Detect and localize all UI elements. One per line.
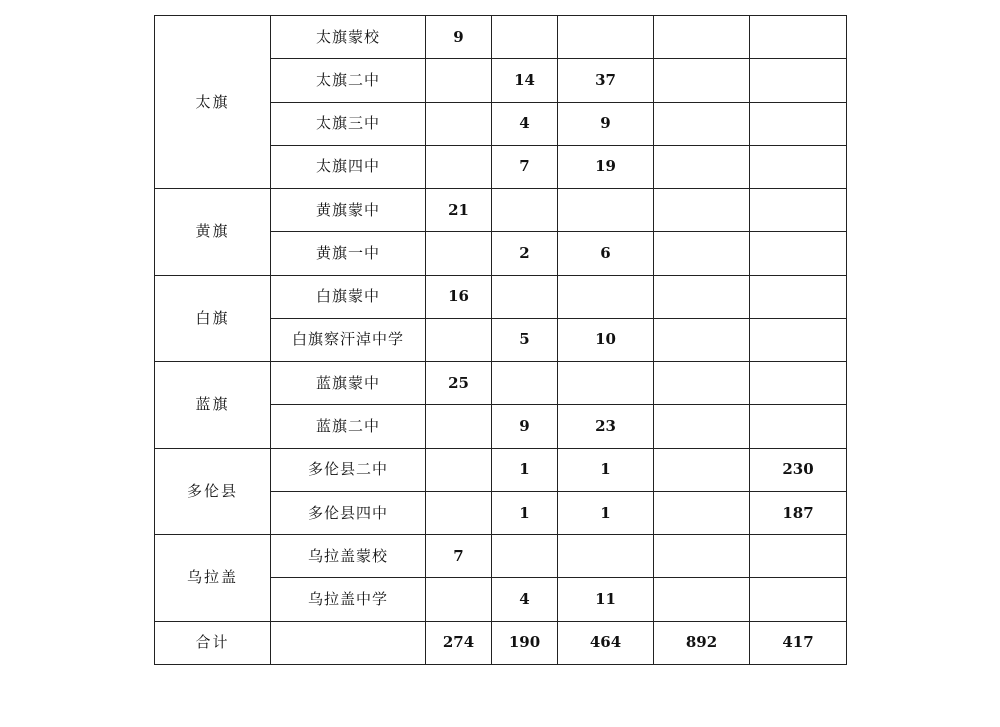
value-cell-c4 bbox=[654, 318, 750, 361]
value-cell-c4 bbox=[654, 362, 750, 405]
total-value-c5: 417 bbox=[750, 621, 847, 664]
value-cell-c3 bbox=[558, 362, 654, 405]
school-cell: 太旗三中 bbox=[271, 102, 426, 145]
value-cell-c2 bbox=[492, 189, 558, 232]
region-cell: 白旗 bbox=[155, 275, 271, 362]
total-label: 合计 bbox=[155, 621, 271, 664]
value-cell-c1 bbox=[426, 318, 492, 361]
value-cell-c4 bbox=[654, 16, 750, 59]
value-cell-c3 bbox=[558, 16, 654, 59]
value-cell-c1: 21 bbox=[426, 189, 492, 232]
value-cell-c5 bbox=[750, 318, 847, 361]
value-cell-c3: 19 bbox=[558, 145, 654, 188]
value-cell-c3 bbox=[558, 275, 654, 318]
value-cell-c5 bbox=[750, 16, 847, 59]
value-cell-c5 bbox=[750, 232, 847, 275]
table-row bbox=[155, 16, 847, 59]
value-cell-c3: 6 bbox=[558, 232, 654, 275]
value-cell-c4 bbox=[654, 578, 750, 621]
value-cell-c2: 9 bbox=[492, 405, 558, 448]
value-cell-c3: 1 bbox=[558, 491, 654, 534]
value-cell-c5 bbox=[750, 362, 847, 405]
value-cell-c3: 11 bbox=[558, 578, 654, 621]
value-cell-c2: 1 bbox=[492, 491, 558, 534]
school-cell: 乌拉盖中学 bbox=[271, 578, 426, 621]
value-cell-c2: 7 bbox=[492, 145, 558, 188]
value-cell-c3: 23 bbox=[558, 405, 654, 448]
school-cell: 蓝旗二中 bbox=[271, 405, 426, 448]
value-cell-c5 bbox=[750, 275, 847, 318]
region-cell: 太旗 bbox=[155, 16, 271, 189]
table-body bbox=[155, 16, 847, 665]
region-cell: 多伦县 bbox=[155, 448, 271, 535]
value-cell-c4 bbox=[654, 189, 750, 232]
table-row bbox=[155, 275, 847, 318]
total-school-cell bbox=[271, 621, 426, 664]
value-cell-c4 bbox=[654, 491, 750, 534]
value-cell-c1 bbox=[426, 59, 492, 102]
total-row bbox=[155, 621, 847, 664]
school-cell: 多伦县二中 bbox=[271, 448, 426, 491]
value-cell-c5: 230 bbox=[750, 448, 847, 491]
value-cell-c3: 10 bbox=[558, 318, 654, 361]
value-cell-c2 bbox=[492, 362, 558, 405]
value-cell-c1: 25 bbox=[426, 362, 492, 405]
value-cell-c5: 187 bbox=[750, 491, 847, 534]
value-cell-c1 bbox=[426, 448, 492, 491]
value-cell-c1 bbox=[426, 145, 492, 188]
value-cell-c4 bbox=[654, 275, 750, 318]
region-cell: 蓝旗 bbox=[155, 362, 271, 449]
value-cell-c1 bbox=[426, 491, 492, 534]
enrollment-table bbox=[154, 15, 847, 665]
value-cell-c5 bbox=[750, 535, 847, 578]
value-cell-c2: 4 bbox=[492, 578, 558, 621]
value-cell-c3 bbox=[558, 535, 654, 578]
value-cell-c2: 4 bbox=[492, 102, 558, 145]
value-cell-c3: 9 bbox=[558, 102, 654, 145]
value-cell-c4 bbox=[654, 145, 750, 188]
value-cell-c3: 1 bbox=[558, 448, 654, 491]
value-cell-c2: 1 bbox=[492, 448, 558, 491]
value-cell-c3: 37 bbox=[558, 59, 654, 102]
value-cell-c4 bbox=[654, 232, 750, 275]
value-cell-c4 bbox=[654, 535, 750, 578]
table-row bbox=[155, 535, 847, 578]
value-cell-c4 bbox=[654, 448, 750, 491]
value-cell-c2 bbox=[492, 275, 558, 318]
region-cell: 乌拉盖 bbox=[155, 535, 271, 622]
value-cell-c5 bbox=[750, 405, 847, 448]
school-cell: 多伦县四中 bbox=[271, 491, 426, 534]
school-cell: 太旗四中 bbox=[271, 145, 426, 188]
value-cell-c1 bbox=[426, 232, 492, 275]
table-row bbox=[155, 362, 847, 405]
value-cell-c5 bbox=[750, 578, 847, 621]
school-cell: 黄旗蒙中 bbox=[271, 189, 426, 232]
value-cell-c2: 5 bbox=[492, 318, 558, 361]
table-row bbox=[155, 448, 847, 491]
value-cell-c1 bbox=[426, 578, 492, 621]
value-cell-c3 bbox=[558, 189, 654, 232]
table-row bbox=[155, 189, 847, 232]
value-cell-c2: 14 bbox=[492, 59, 558, 102]
value-cell-c5 bbox=[750, 189, 847, 232]
school-cell: 蓝旗蒙中 bbox=[271, 362, 426, 405]
school-cell: 太旗二中 bbox=[271, 59, 426, 102]
school-cell: 白旗察汗淖中学 bbox=[271, 318, 426, 361]
value-cell-c5 bbox=[750, 59, 847, 102]
value-cell-c2 bbox=[492, 535, 558, 578]
school-cell: 太旗蒙校 bbox=[271, 16, 426, 59]
value-cell-c1 bbox=[426, 405, 492, 448]
value-cell-c4 bbox=[654, 102, 750, 145]
value-cell-c2: 2 bbox=[492, 232, 558, 275]
value-cell-c4 bbox=[654, 405, 750, 448]
total-value-c3: 464 bbox=[558, 621, 654, 664]
value-cell-c1: 16 bbox=[426, 275, 492, 318]
value-cell-c5 bbox=[750, 145, 847, 188]
value-cell-c1: 7 bbox=[426, 535, 492, 578]
total-value-c4: 892 bbox=[654, 621, 750, 664]
school-cell: 乌拉盖蒙校 bbox=[271, 535, 426, 578]
value-cell-c1 bbox=[426, 102, 492, 145]
value-cell-c4 bbox=[654, 59, 750, 102]
total-value-c2: 190 bbox=[492, 621, 558, 664]
school-cell: 黄旗一中 bbox=[271, 232, 426, 275]
school-cell: 白旗蒙中 bbox=[271, 275, 426, 318]
value-cell-c5 bbox=[750, 102, 847, 145]
region-cell: 黄旗 bbox=[155, 189, 271, 276]
value-cell-c1: 9 bbox=[426, 16, 492, 59]
value-cell-c2 bbox=[492, 16, 558, 59]
total-value-c1: 274 bbox=[426, 621, 492, 664]
